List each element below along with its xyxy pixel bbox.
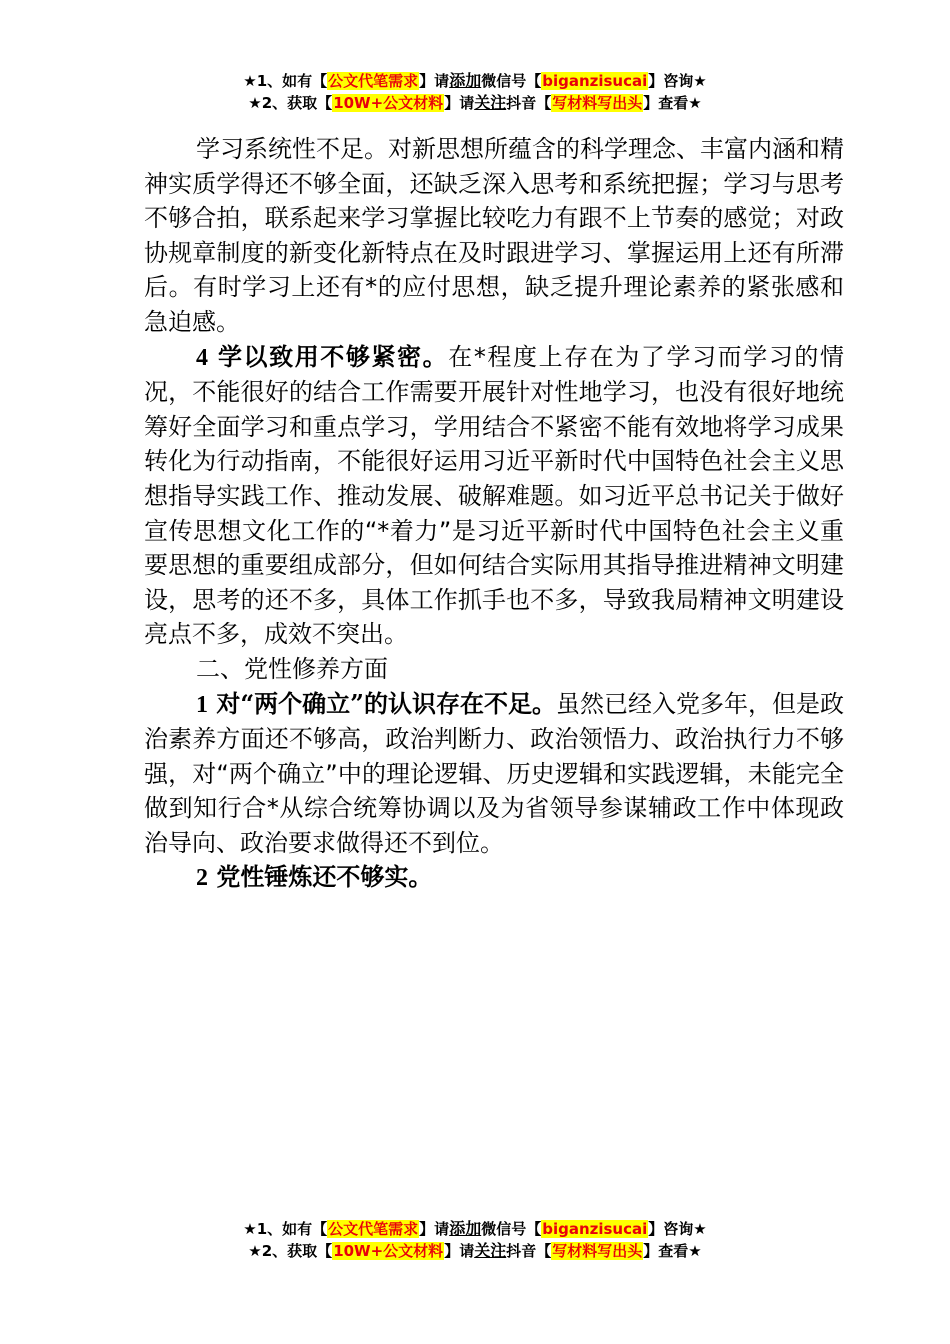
banner-text: 】请 <box>419 1220 450 1238</box>
banner-highlight: 10W+公文材料 <box>333 1242 444 1260</box>
header-banner <box>0 70 950 114</box>
paragraph-3 <box>144 687 844 861</box>
banner-text: 抖音【 <box>506 1242 552 1260</box>
banner-text: 微信号【 <box>481 1220 542 1238</box>
banner-text: 】请 <box>444 94 475 112</box>
banner-text: 微信号【 <box>481 72 542 90</box>
section-heading: 二、党性修养方面 <box>196 654 388 683</box>
banner-highlight: biganzisucai <box>542 1220 648 1238</box>
banner-text: ★1、如有【 <box>243 1220 328 1238</box>
banner-line-1 <box>0 1218 950 1240</box>
lead-text: 学以致用不够紧密。 <box>217 341 449 371</box>
banner-highlight: biganzisucai <box>542 72 648 90</box>
banner-emphasis: 添加 <box>449 71 482 90</box>
paragraph-4-lead <box>196 862 432 891</box>
paragraph-3-text: 虽然已经入党多年，但是政治素养方面还不够高，政治判断力、政治领悟力、政治执行力不够强，对“两个确立”中的理论逻辑、历史逻辑和实践逻辑，未能完全做到知行合*从综合统筹协调以及为省领导参谋辅政工作中体现政治导向、政治要求做得还不到位。 <box>144 689 845 857</box>
banner-text: ★1、如有【 <box>243 72 328 90</box>
banner-text: 】查看★ <box>643 1242 702 1260</box>
banner-text: 】咨询★ <box>648 72 707 90</box>
banner-emphasis: 添加 <box>449 1219 482 1238</box>
banner-line-1 <box>0 70 950 92</box>
banner-highlight: 公文代笔需求 <box>328 1220 419 1238</box>
banner-text: 】请 <box>444 1242 475 1260</box>
paragraph-1: 学习系统性不足。对新思想所蕴含的科学理念、丰富内涵和精神实质学得还不够全面，还缺乏深入思考和系统把握；学习与思考不够合拍，联系起来学习掌握比较吃力有跟不上节奏的感觉；对政协规章制度的新变化新特点在及时跟进学习、掌握运用上还有所滞后。有时学习上还有*的应付思想，缺乏提升理论素养的紧张感和急迫感。 <box>144 135 844 336</box>
banner-text: 】查看★ <box>643 94 702 112</box>
paragraph-4 <box>144 860 844 896</box>
paragraph-3-lead <box>196 689 556 718</box>
item-number: 2 <box>196 865 208 892</box>
lead-text: 对“两个确立”的认识存在不足。 <box>216 688 556 718</box>
document-body <box>144 132 844 896</box>
banner-text: 抖音【 <box>506 94 552 112</box>
banner-highlight: 公文代笔需求 <box>328 72 419 90</box>
banner-highlight: 写材料写出头 <box>552 94 643 112</box>
banner-line-2 <box>0 1240 950 1262</box>
banner-emphasis: 关注 <box>474 93 507 112</box>
banner-highlight: 10W+公文材料 <box>333 94 444 112</box>
banner-text: 】咨询★ <box>648 1220 707 1238</box>
paragraph-2 <box>144 340 844 652</box>
paragraph-2-text: 在*程度上存在为了学习而学习的情况，不能很好的结合工作需要开展针对性地学习，也没有很好地统筹好全面学习和重点学习，学用结合不紧密不能有效地将学习成果转化为行动指南，不能很好运用习近平新时代中国特色社会主义思想指导实践工作、推动发展、破解难题。如习近平总书记关于做好宣传思想文化工作的“*着力”是习近平新时代中国特色社会主义重要思想的重要组成部分，但如何结合实际用其指导推进精神文明建设，思考的还不多，具体工作抓手也不多，导致我局精神文明建设亮点不多，成效不突出。 <box>144 342 845 649</box>
banner-emphasis: 关注 <box>474 1241 507 1260</box>
banner-text: ★2、获取【 <box>248 94 333 112</box>
item-number: 4 <box>196 344 208 371</box>
banner-text: ★2、获取【 <box>248 1242 333 1260</box>
lead-text: 党性锤炼还不够实。 <box>216 862 433 892</box>
item-number: 1 <box>196 691 208 718</box>
paragraph-2-lead <box>196 342 448 371</box>
footer-banner <box>0 1218 950 1262</box>
banner-text: 】请 <box>419 72 450 90</box>
banner-highlight: 写材料写出头 <box>552 1242 643 1260</box>
banner-line-2 <box>0 92 950 114</box>
